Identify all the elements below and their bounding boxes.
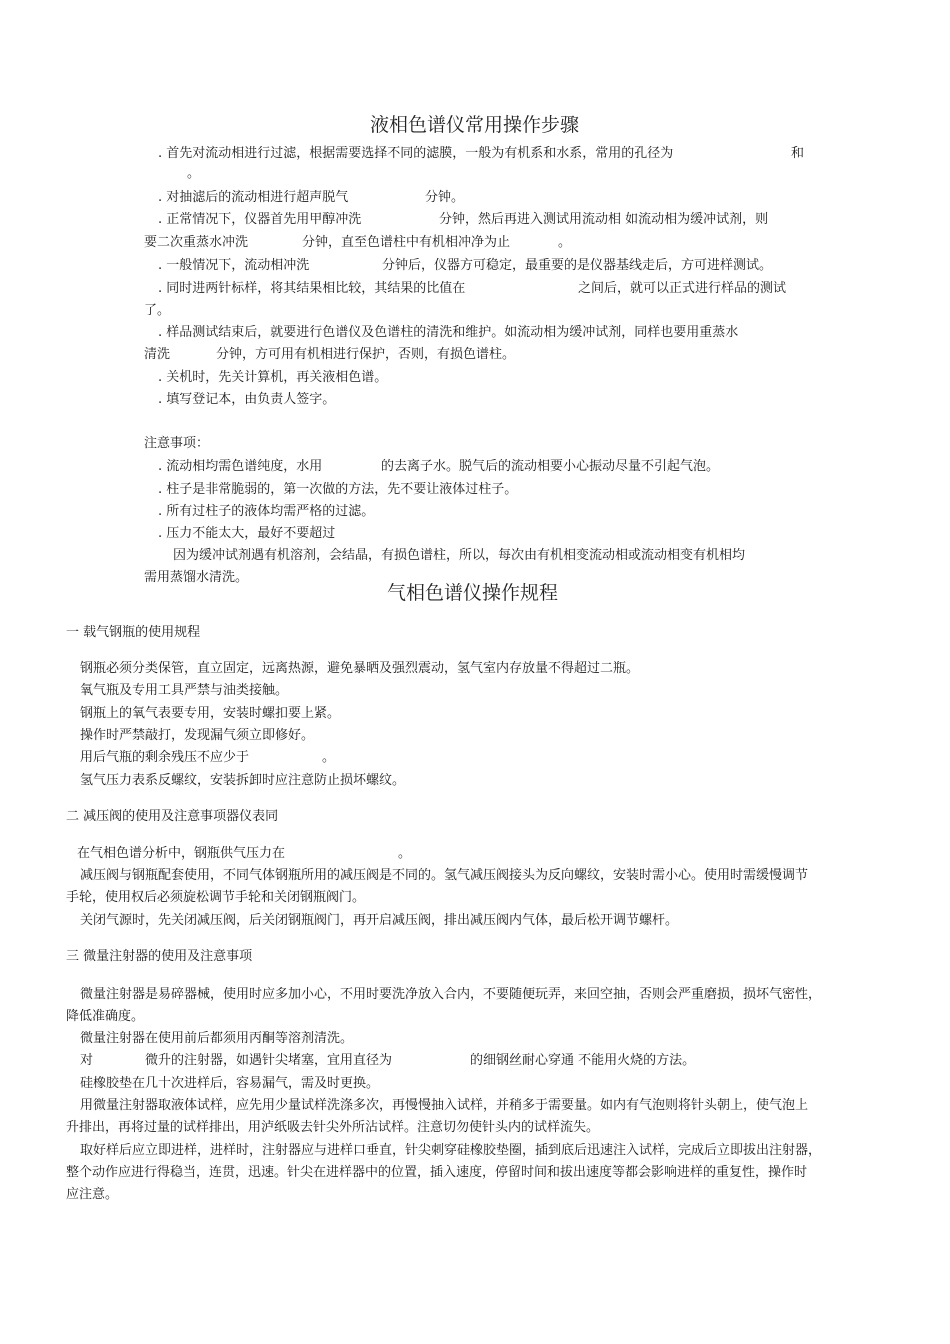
gc-s3-line-5: 硅橡胶垫在几十次进样后，容易漏气，需及时更换。 [80, 1076, 380, 1091]
gc-s3-line-9: 整个动作应进行得稳当，连贯，迅速。针尖在进样器中的位置，插入速度，停留时间和拔出速度等都会影响进样的重复性，操作时 [66, 1165, 808, 1180]
gc-s3-line-4-end: 的细钢丝耐心穿通 不能用火烧的方法。 [470, 1053, 696, 1068]
gc-s2-line-2: 减压阀与钢瓶配套使用，不同气体钢瓶所用的减压阀是不同的。氢气减压阀接头为反向螺纹，安装时需小心。使用时需缓慢调节 [80, 868, 809, 883]
note-4: . 压力不能太大，最好不要超过 [158, 526, 336, 541]
gc-s3-line-4-mid: 微升的注射器，如遇针尖堵塞，宜用直径为 [145, 1053, 393, 1068]
lc-step-3: . 正常情况下，仪器首先用甲醇冲洗 [158, 212, 362, 227]
note-3: . 所有过柱子的液体均需严格的过滤。 [158, 504, 375, 519]
lc-step-4-cont: 分钟后，仪器方可稳定，最重要的是仪器基线走后，方可进样测试。 [382, 258, 773, 273]
gc-s1-line-4: 操作时严禁敲打，发现漏气须立即修好。 [80, 728, 315, 743]
lc-step-3-line2: 要二次重蒸水冲洗 [144, 235, 249, 250]
gc-s1-line-1: 钢瓶必须分类保管，直立固定，远离热源，避免暴晒及强烈震动，氢气室内存放量不得超过二瓶。 [80, 661, 640, 676]
gc-s3-line-10: 应注意。 [66, 1187, 119, 1202]
gc-s1-line-2: 氧气瓶及专用工具严禁与油类接触。 [80, 683, 289, 698]
gc-s3-line-6: 用微量注射器取液体试样，应先用少量试样洗涤多次，再慢慢抽入试样，并稍多于需要量。如内有气泡则将针头朝上，使气泡上 [80, 1098, 809, 1113]
lc-step-1: . 首先对流动相进行过滤，根据需要选择不同的滤膜，一般为有机系和水系，常用的孔径为 [158, 146, 674, 161]
gc-s3-line-1: 微量注射器是易碎器械，使用时应多加小心，不用时要洗净放入合内，不要随便玩弄，来回空抽，否则会严重磨损，损坏气密性， [80, 987, 822, 1002]
gc-s3-line-3: 微量注射器在使用前后都须用丙酮等溶剂清洗。 [80, 1031, 354, 1046]
gc-section-3-heading: 三 微量注射器的使用及注意事项 [66, 949, 253, 964]
note-1: . 流动相均需色谱纯度，水用 [158, 459, 323, 474]
gc-s1-line-6: 氢气压力表系反螺纹，安装拆卸时应注意防止损坏螺纹。 [80, 773, 406, 788]
lc-step-8: . 填写登记本，由负责人签字。 [158, 392, 336, 407]
gc-s2-line-4: 关闭气源时，先关闭减压阀，后关闭钢瓶阀门，再开启减压阀，排出减压阀内气体，最后松开调节螺杆。 [80, 913, 679, 928]
gc-s3-line-2: 降低准确度。 [66, 1009, 145, 1024]
lc-step-5-cont: 之间后，就可以正式进行样品的测试 [578, 281, 787, 296]
gc-section-1-heading: 一 载气钢瓶的使用规程 [66, 625, 201, 640]
note-5: 因为缓冲试剂遇有机溶剂，会结晶，有损色谱柱，所以，每次由有机相变流动相或流动相变有机相均 [173, 548, 746, 563]
lc-step-2: . 对抽滤后的流动相进行超声脱气 [158, 190, 349, 205]
lc-step-3-cont: 分钟，然后再进入测试用流动相 如流动相为缓冲试剂，则 [439, 212, 769, 227]
gc-s1-line-5-end: 。 [322, 750, 336, 765]
gc-s3-line-8: 取好样后应立即进样，进样时，注射器应与进样口垂直，针尖刺穿硅橡胶垫圈，插到底后迅速注入试样，完成后立即拔出注射器， [80, 1143, 822, 1158]
gc-s2-line-1-end: 。 [398, 846, 412, 861]
gc-s1-line-5: 用后气瓶的剩余残压不应少于 [80, 750, 250, 765]
note-1-cont: 的去离子水。脱气后的流动相要小心振动尽量不引起气泡。 [381, 459, 720, 474]
lc-step-1-and: 和 [791, 146, 805, 161]
lc-step-2-end: 分钟。 [425, 190, 465, 205]
lc-step-4: . 一般情况下，流动相冲洗 [158, 258, 310, 273]
lc-step-3-end: 。 [558, 235, 572, 250]
gc-s2-line-1: 在气相色谱分析中，钢瓶供气压力在 [77, 846, 286, 861]
notes-heading: 注意事项： [144, 436, 210, 451]
lc-step-1-end: 。 [187, 166, 201, 181]
lc-step-6-line2: 清洗 [144, 347, 171, 362]
lc-step-5-end: 了。 [144, 303, 171, 318]
gc-s2-line-3: 手轮，使用权后必须旋松调节手轮和关闭钢瓶阀门。 [66, 890, 366, 905]
lc-step-6-line2-cont: 分钟，方可用有机相进行保护，否则，有损色谱柱。 [216, 347, 516, 362]
lc-step-7: . 关机时，先关计算机，再关液相色谱。 [158, 370, 388, 385]
gc-s3-line-4: 对 [80, 1053, 94, 1068]
lc-step-5: . 同时进两针标样，将其结果相比较，其结果的比值在 [158, 281, 466, 296]
gc-title: 气相色谱仪操作规程 [387, 582, 559, 604]
note-2: . 柱子是非常脆弱的，第一次做的方法，先不要让液体过柱子。 [158, 482, 518, 497]
note-5-end: 需用蒸馏水清洗。 [144, 570, 249, 585]
gc-section-2-heading: 二 减压阀的使用及注意事项器仪表同 [66, 809, 279, 824]
lc-step-6: . 样品测试结束后，就要进行色谱仪及色谱柱的清洗和维护。如流动相为缓冲试剂，同样也要用重蒸水 [158, 325, 739, 340]
gc-s3-line-7: 升排出，再将过量的试样排出，用泸纸吸去针尖外所沾试样。注意切勿使针头内的试样流失。 [66, 1120, 600, 1135]
gc-s1-line-3: 钢瓶上的氧气表要专用，安装时螺扣要上紧。 [80, 706, 341, 721]
lc-title: 液相色谱仪常用操作步骤 [370, 114, 580, 136]
lc-step-3-line2-cont: 分钟，直至色谱柱中有机相冲净为止 [302, 235, 511, 250]
